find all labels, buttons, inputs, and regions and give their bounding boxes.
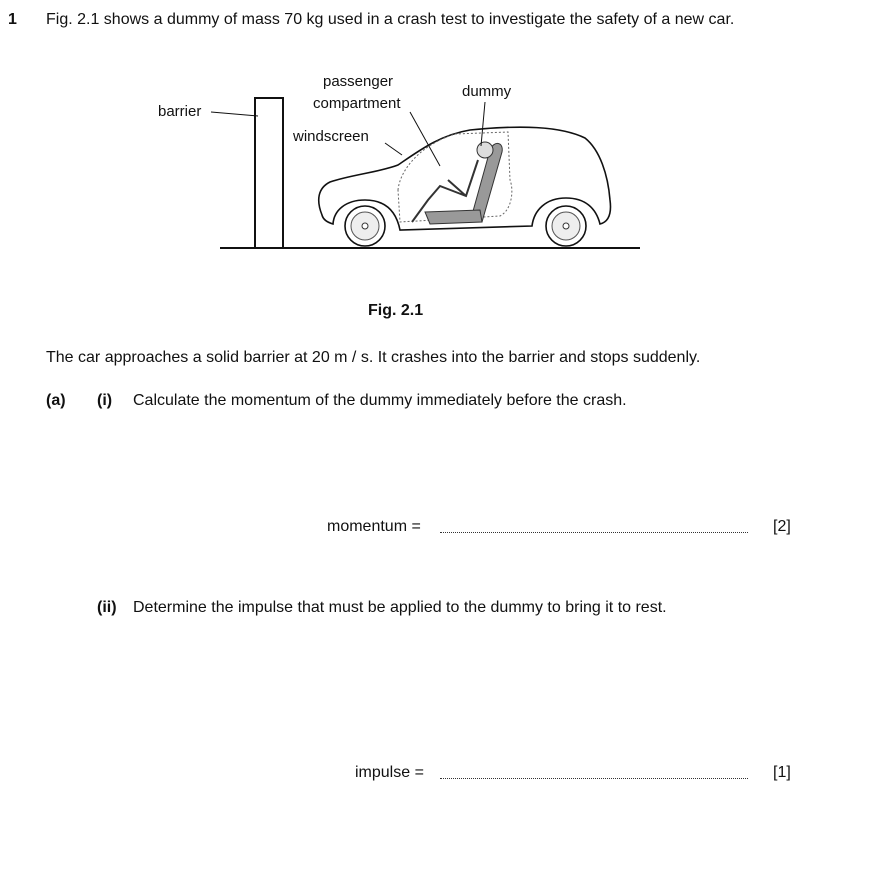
label-windscreen: windscreen xyxy=(293,128,369,145)
front-wheel xyxy=(345,206,385,246)
barrier-leader-line xyxy=(211,112,258,116)
impulse-answer-line[interactable] xyxy=(440,778,748,779)
part-ii-question: Determine the impulse that must be applied to the dummy to bring it to rest. xyxy=(133,599,667,616)
part-a-label: (a) xyxy=(46,392,66,409)
barrier-block xyxy=(255,98,283,248)
figure-caption: Fig. 2.1 xyxy=(368,302,424,319)
momentum-answer-line[interactable] xyxy=(440,532,748,533)
part-i-question: Calculate the momentum of the dummy immediately before the crash. xyxy=(133,392,627,409)
part-ii-label: (ii) xyxy=(97,599,117,616)
part-i-marks: [2] xyxy=(773,518,791,535)
rear-wheel xyxy=(546,206,586,246)
label-dummy: dummy xyxy=(462,83,512,100)
label-compartment: compartment xyxy=(313,95,401,112)
intro-text: Fig. 2.1 shows a dummy of mass 70 kg used in a crash test to investigate the safety of a new car. xyxy=(46,11,735,28)
crash-test-figure xyxy=(0,0,876,300)
part-ii-marks: [1] xyxy=(773,764,791,781)
impulse-label: impulse = xyxy=(355,764,424,781)
context-text: The car approaches a solid barrier at 20 m / s. It crashes into the barrier and stops suddenly. xyxy=(46,349,701,366)
label-barrier: barrier xyxy=(158,103,202,120)
part-i-label: (i) xyxy=(97,392,113,409)
label-passenger: passenger xyxy=(323,73,394,90)
momentum-label: momentum = xyxy=(327,518,421,535)
question-number: 1 xyxy=(8,11,17,28)
windscreen-leader-line xyxy=(385,143,402,155)
